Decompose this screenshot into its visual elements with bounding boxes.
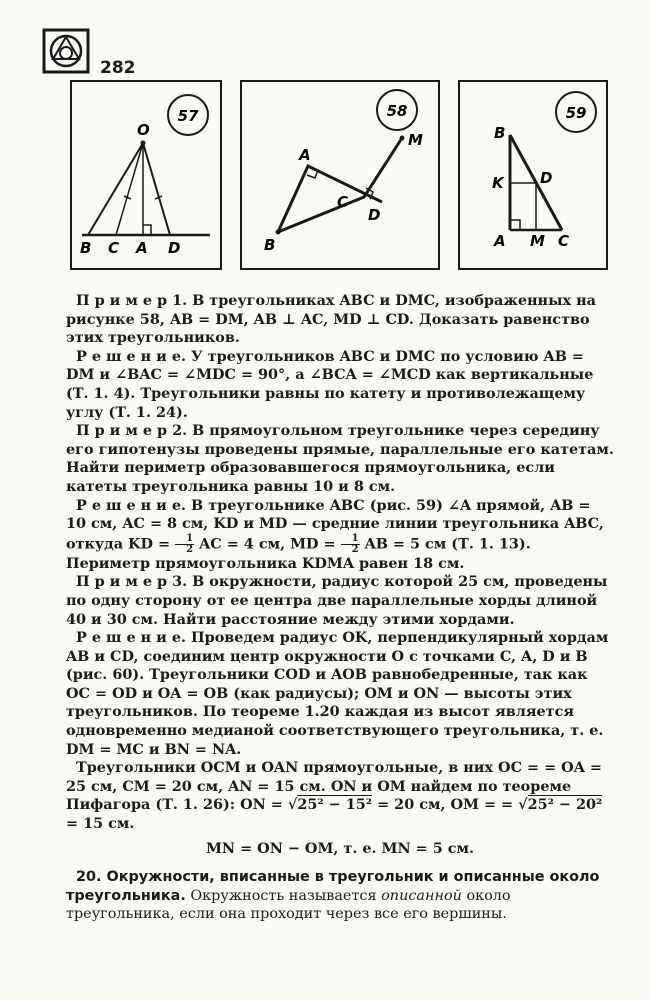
label-K: K — [492, 174, 504, 192]
label-M: M — [530, 232, 545, 250]
solution-3: Р е ш е н и е. Проведем радиус OK, перпендикулярный хордам AB и CD, соединим центр окружности O с точками C, A, D и B (рис. 60). Треугольники COD и AOB равнобедренные, так как OC = OD и OA = OB (как радиусы); OM и ON — высоты этих треугольников. По теореме 1.20 каждая из высот является одновременно медианой соответствующего треугольника, т. е. DM = MC и BN = NA. — [66, 629, 609, 758]
label-D: D — [168, 239, 181, 257]
label-C: C — [558, 232, 570, 250]
example-1: П р и м е р 1. В треугольниках ABC и DMC, изображенных на рисунке 58, AB = DM, AB ⊥ AC, MD ⊥ CD. Доказать равенство этих треугольников. — [66, 292, 596, 347]
label-A: A — [494, 232, 506, 250]
example-2: П р и м е р 2. В прямоугольном треугольнике через середину его гипотенузы проведены прямые, параллельные его катетам. Найти периметр образовавшегося прямоугольника, если катеты треугольника равны 10 и 8 см. — [66, 422, 614, 495]
solution-3-continued: Треугольники OCM и OAN прямоугольные, в них OC = = OA = 25 см, CM = 20 см, AN = 15 см. ON и OM найдем по теореме Пифагора (Т. 1. 26): ON = √25² − 15² = 20 см, OM = = √25² − 20² = 15 см. — [66, 759, 603, 833]
figure-57 — [70, 80, 222, 270]
figure-number: 58 — [386, 102, 408, 120]
figure-number: 57 — [177, 107, 199, 125]
label-O: O — [137, 121, 150, 139]
label-D: D — [368, 206, 381, 224]
label-D: D — [540, 169, 553, 187]
label-A: A — [136, 239, 148, 257]
solution-2: Р е ш е н и е. В треугольнике ABC (рис. 59) ∠A прямой, AB = 10 см, AC = 8 см, KD и MD — средние линии треугольника ABC, откуда KD = $\frac{1}{2}$ AC = 4 см, MD = $\frac{1}{2}$ AB = 5 см (Т. 1. 13). Периметр прямоугольника KDMA равен 18 см. — [66, 496, 604, 572]
solution-1: Р е ш е н и е. У треугольников ABC и DMC по условию AB = DM и ∠BAC = ∠MDC = 90°, а ∠BCA = ∠MCD как вертикальные (Т. 1. 4). Треугольники равны по катету и противолежащему углу (Т. 1. 24). — [66, 347, 594, 421]
label-C: C — [337, 193, 349, 211]
fraction-half: $\frac{1}{2}$ — [341, 534, 360, 555]
chapter-logo-icon — [42, 28, 90, 74]
figure-58 — [240, 80, 440, 270]
body-text — [66, 292, 614, 924]
example-3: П р и м е р 3. В окружности, радиус которой 25 см, проведены по одну сторону от ее центра две параллельные хорды длиной 40 и 30 см. Найти расстояние между этими хордами. — [66, 573, 608, 628]
result-formula: MN = ON − OM, т. е. MN = 5 см. — [206, 839, 474, 857]
figure-59 — [458, 80, 608, 270]
figure-number: 59 — [565, 104, 587, 122]
page-number: 282 — [100, 58, 136, 78]
label-M: M — [408, 131, 423, 149]
label-B: B — [80, 239, 92, 257]
fraction-half: $\frac{1}{2}$ — [175, 534, 194, 555]
label-B: B — [264, 236, 276, 254]
label-B: B — [494, 124, 506, 142]
label-A: A — [299, 146, 311, 164]
section-heading: 20. Окружности, вписанные в треугольник и описанные около треугольника. — [66, 869, 600, 904]
label-C: C — [108, 239, 120, 257]
section-20: 20. Окружности, вписанные в треугольник и описанные около треугольника. Окружность называется описанной около треугольника, если она проходит через все его вершины. — [66, 869, 600, 923]
